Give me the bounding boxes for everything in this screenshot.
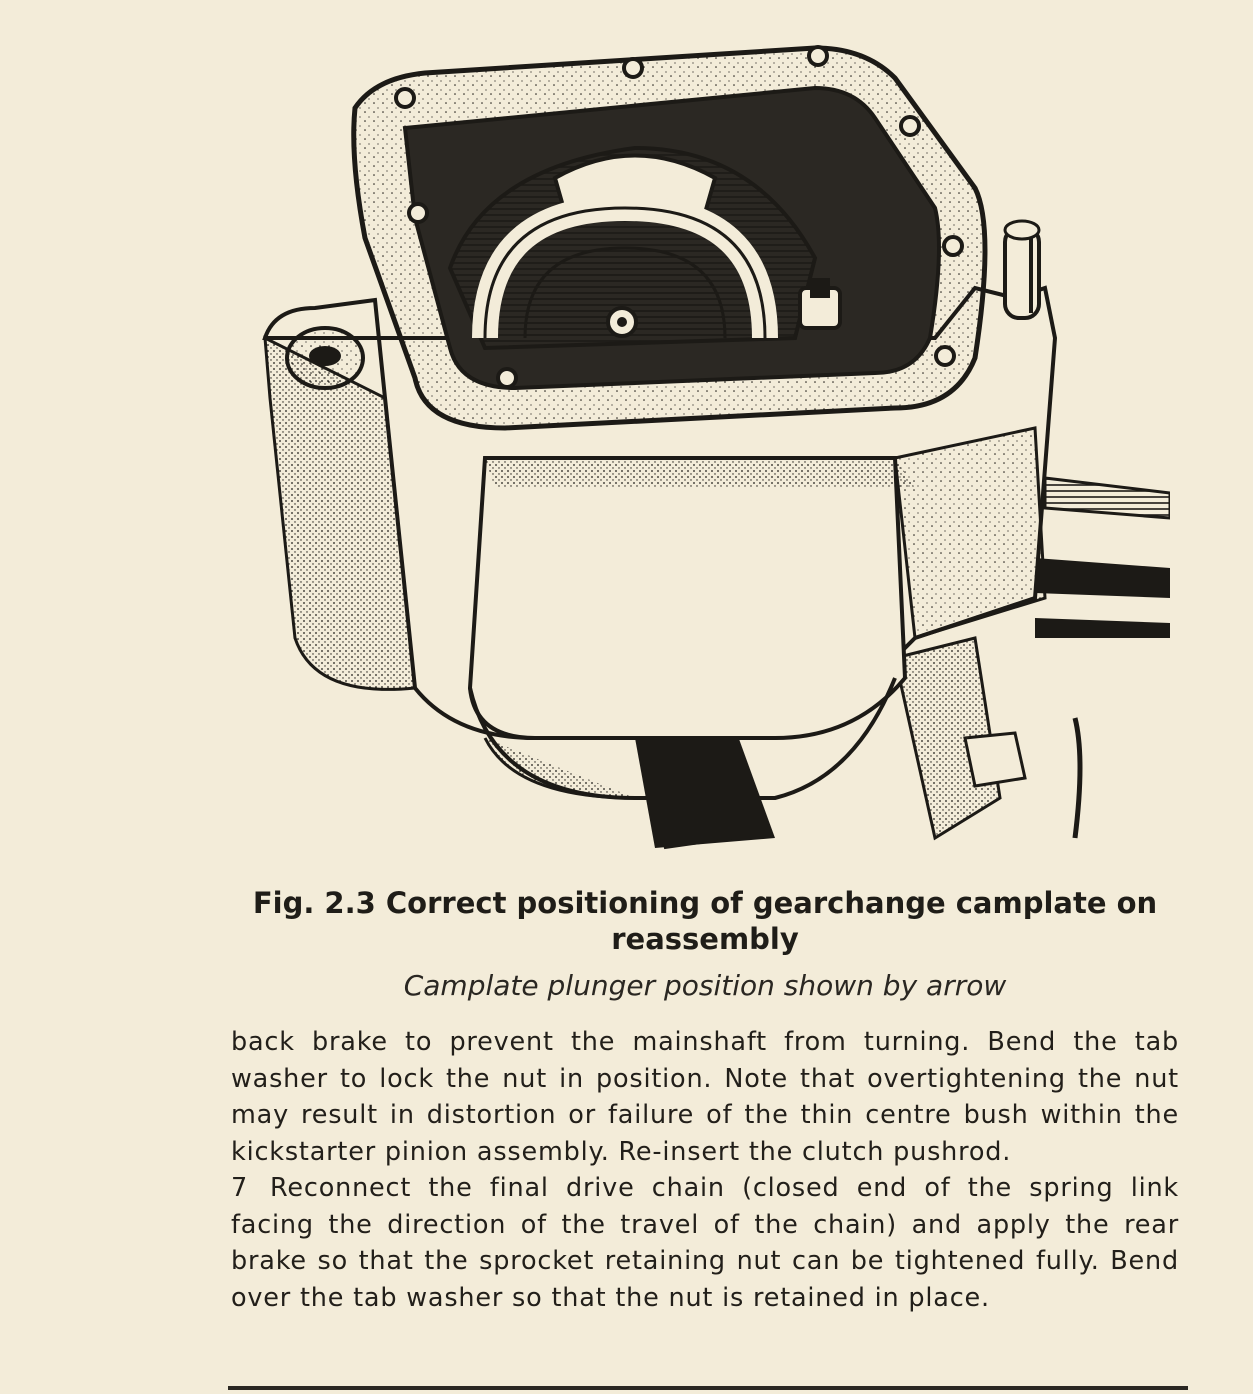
- paragraph-continued: back brake to prevent the mainshaft from turning. Bend the tab washer to lock the nut in position. Note that overtightening the nut may result in distortion or failure of the thin centre bush within the kickstarter pinion assembly. Re-insert the clutch pushrod.: [231, 1027, 1179, 1167]
- figure-caption-title: Fig. 2.3 Correct positioning of gearchange camplate on reassembly: [252, 886, 1158, 956]
- figure-caption-subtitle: Camplate plunger position shown by arrow: [403, 969, 1007, 1002]
- paragraph-7: [231, 1170, 1179, 1316]
- dowel-pin: [1005, 221, 1039, 318]
- paragraph-number: 7: [231, 1173, 249, 1203]
- gearbox-illustration: [255, 38, 1170, 868]
- paragraph-7-text: Reconnect the final drive chain (closed end of the spring link facing the direction of the travel of the chain) and apply the rear brake so that the sprocket retaining nut can be tightened fully. Bend over the tab washer so that the nut is retained in place.: [231, 1173, 1179, 1313]
- page-divider: [228, 1386, 1188, 1390]
- body-text: [231, 1024, 1179, 1316]
